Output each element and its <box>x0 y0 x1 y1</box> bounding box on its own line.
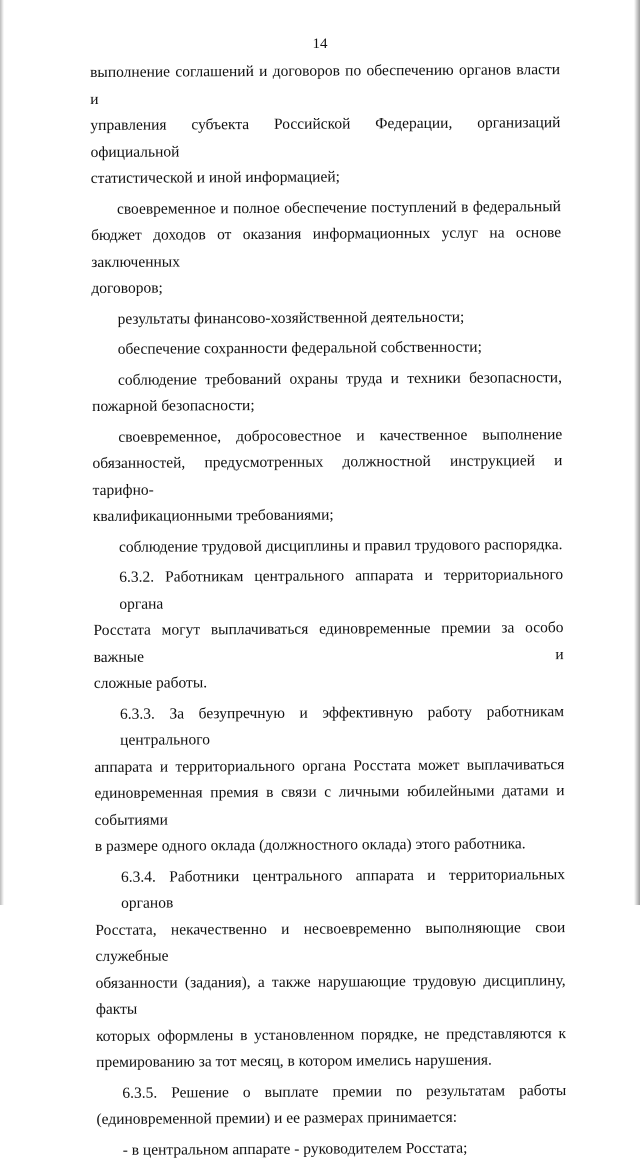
paragraph <box>94 699 565 861</box>
text-line: в размере одного оклада (должностного оклада) этого работника. <box>94 835 526 855</box>
text-line: выполнение соглашений и договоров по обеспечению органов власти и <box>90 61 561 108</box>
text-line: Росстата, некачественно и несвоевременно выполняющие свои служебные <box>95 918 566 965</box>
paragraph <box>95 862 566 1077</box>
text-line: своевременное, добросовестное и качественное выполнение <box>118 425 563 446</box>
text-line: аппарата и территориального органа Росстата может выплачиваться <box>94 755 565 776</box>
text-line: обязанностей, предусмотренных должностной инструкцией и тарифно- <box>92 452 563 499</box>
text-line: статистической и иной информацией; <box>90 168 340 187</box>
text-line: договоров; <box>91 279 163 297</box>
text-line: квалификационными требованиями; <box>92 506 334 525</box>
text-line: 6.3.5. Решение о выплате премии по результатам работы <box>122 1081 567 1102</box>
page-number: 14 <box>312 36 328 52</box>
paragraph <box>92 365 562 421</box>
document-body <box>90 57 567 1168</box>
text-line: единовременная премия в связи с личными юбилейными датами и событиями <box>94 782 565 829</box>
text-line: соблюдение трудовой дисциплины и правил трудового распорядка. <box>118 535 563 556</box>
paragraph <box>97 1135 567 1164</box>
text-line: 6.3.3. За безупречную и эффективную работу работникам центрального <box>119 702 565 749</box>
paragraph <box>91 194 562 303</box>
text-line: сложные работы. <box>93 674 208 692</box>
scan-edge-right <box>634 0 640 905</box>
text-line: премированию за тот месяц, в котором имелись нарушения. <box>96 1051 492 1071</box>
paragraph <box>92 422 563 531</box>
paragraph <box>90 57 561 192</box>
text-line: бюджет доходов от оказания информационных услуг на основе заключенных <box>91 224 562 271</box>
text-line: Росстата могут выплачиваться единовременные премии за особо важные и <box>93 619 564 666</box>
scan-edge-left <box>0 0 4 905</box>
text-line: пожарной безопасности; <box>92 397 255 415</box>
paragraph <box>92 334 562 363</box>
text-line: своевременное и полное обеспечение поступлений в федеральный <box>116 197 561 218</box>
text-line: которых оформлены в установленном порядке, не представляются к <box>95 1024 567 1045</box>
paragraph <box>93 562 564 697</box>
text-line: управления субъекта Российской Федерации, организаций официальной <box>90 114 561 161</box>
paragraph <box>96 1078 566 1134</box>
paragraph <box>92 304 562 333</box>
text-line: (единовременной премии) и ее размерах принимается: <box>96 1108 458 1128</box>
text-line: - в центральном аппарате - руководителем Росстата; <box>122 1139 468 1159</box>
text-line: 6.3.2. Работникам центрального аппарата и территориального органа <box>119 566 564 613</box>
paragraph <box>93 532 563 561</box>
text-line: результаты финансово-хозяйственной деятельности; <box>117 308 465 328</box>
text-line: обеспечение сохранности федеральной собственности; <box>117 338 482 358</box>
text-line: 6.3.4. Работники центрального аппарата и территориальных органов <box>120 865 566 912</box>
text-line: соблюдение требований охраны труда и техники безопасности, <box>117 368 562 389</box>
text-line: обязанности (задания), а также нарушающие трудовую дисциплину, факты <box>95 971 566 1018</box>
